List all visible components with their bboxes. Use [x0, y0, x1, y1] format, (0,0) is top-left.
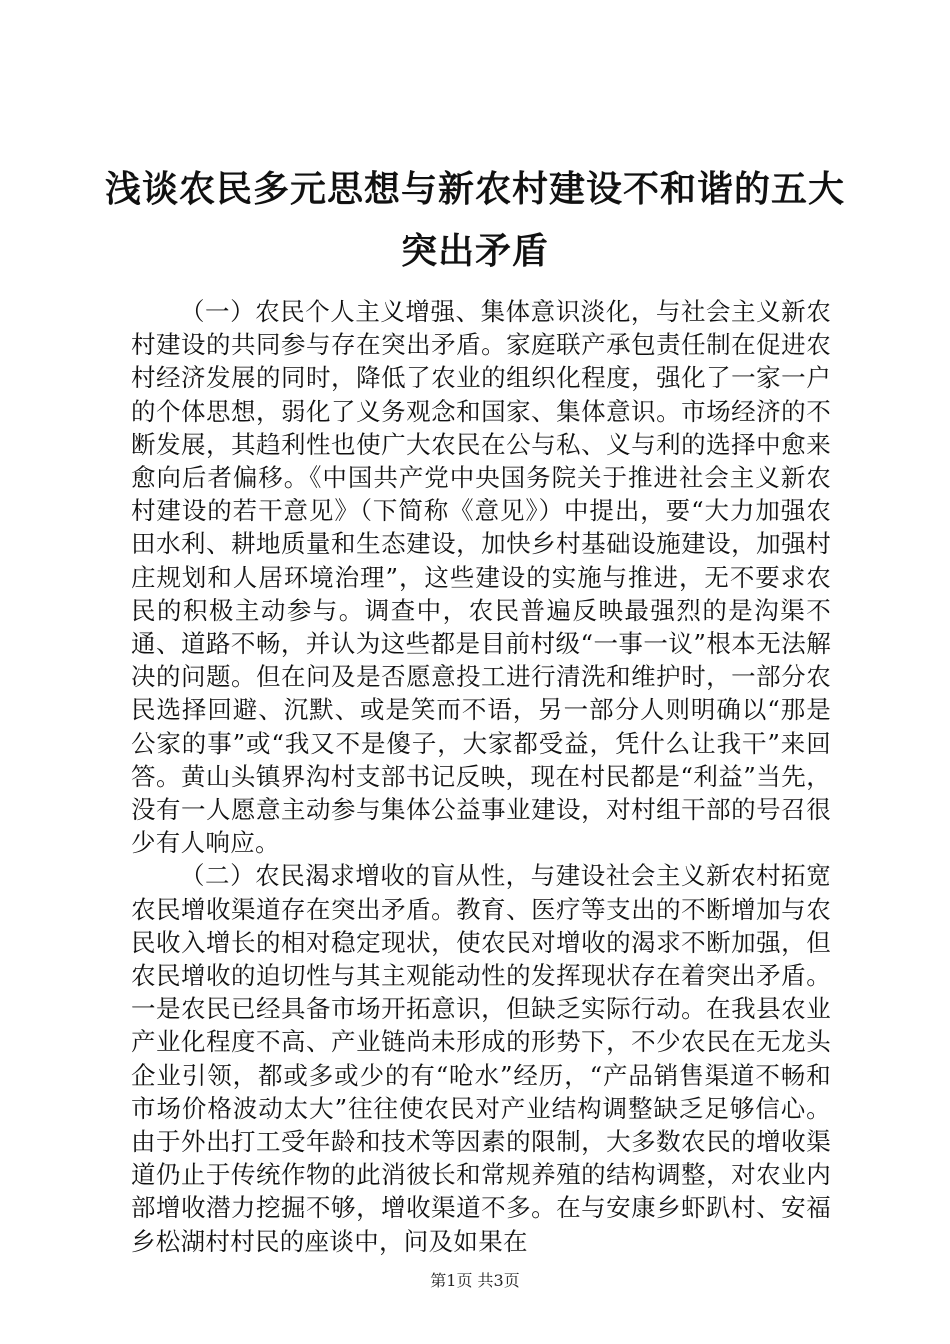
paragraph-2: （二）农民渴求增收的盲从性，与建设社会主义新农村拓宽农民增收渠道存在突出矛盾。教育、医疗等支出的不断增加与农民收入增长的相对稳定现状，使农民对增收的渴求不断加强，但农民增收的迫切性与其主观能动性的发挥现状存在着突出矛盾。一是农民已经具备市场开拓意识，但缺乏实际行动。在我县农业产业化程度不高、产业链尚未形成的形势下，不少农民在无龙头企业引领，都或多或少的有“呛水”经历，“产品销售渠道不畅和市场价格波动太大”往往使农民对产业结构调整缺乏足够信心。由于外出打工受年龄和技术等因素的限制，大多数农民的增收渠道仍止于传统作物的此消彼长和常规养殖的结构调整，对农业内部增收潜力挖掘不够，增收渠道不多。在与安康乡虾趴村、安福乡松湖村村民的座谈中，问及如果在 — [131, 861, 831, 1256]
document-title: 浅谈农民多元思想与新农村建设不和谐的五大突出矛盾 — [104, 168, 845, 272]
paragraph-1: （一）农民个人主义增强、集体意识淡化，与社会主义新农村建设的共同参与存在突出矛盾。家庭联产承包责任制在促进农村经济发展的同时，降低了农业的组织化程度，强化了一家一户的个体思想，弱化了义务观念和国家、集体意识。市场经济的不断发展，其趋利性也使广大农民在公与私、义与利的选择中愈来愈向后者偏移。《中国共产党中央国务院关于推进社会主义新农村建设的若干意见》（下简称《意见》）中提出，要“大力加强农田水利、耕地质量和生态建设，加快乡村基础设施建设，加强村庄规划和人居环境治理”，这些建设的实施与推进，无不要求农民的积极主动参与。调查中，农民普遍反映最强烈的是沟渠不通、道路不畅，并认为这些都是目前村级“一事一议”根本无法解决的问题。但在问及是否愿意投工进行清洗和维护时，一部分农民选择回避、沉默、或是笑而不语，另一部分人则明确以“那是公家的事”或“我又不是傻子，大家都受益，凭什么让我干”来回答。黄山头镇界沟村支部书记反映，现在村民都是“利益”当先，没有一人愿意主动参与集体公益事业建设，对村组干部的号召很少有人响应。 — [131, 297, 832, 858]
document-body — [131, 295, 831, 1258]
page-footer: 第1页 共3页 — [430, 1271, 520, 1290]
